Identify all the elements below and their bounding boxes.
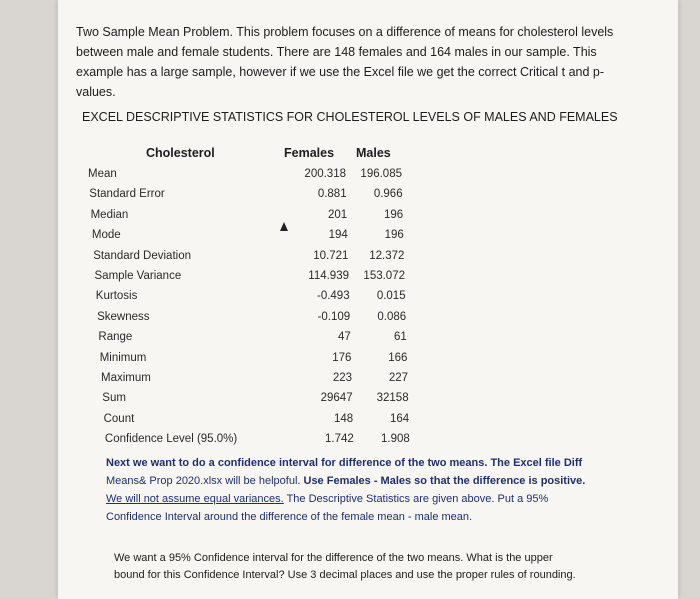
intro-line: between male and female students. There are 148 females and 164 males in our sample. This: [76, 45, 597, 59]
females-value: 148: [334, 412, 354, 425]
females-value: 114.939: [308, 270, 349, 282]
males-value: 164: [390, 412, 410, 425]
males-value: 12.372: [369, 249, 405, 262]
females-value: 201: [328, 208, 348, 221]
row-label: Count: [103, 412, 135, 425]
males-value: 0.015: [376, 290, 406, 303]
row-label: Minimum: [99, 351, 147, 364]
question-paragraph: [114, 550, 634, 584]
females-value: 1.742: [325, 433, 354, 446]
intro-line: values.: [76, 85, 116, 99]
males-value: 196: [384, 229, 404, 242]
males-value: 32158: [376, 392, 409, 405]
column-header-females: Females: [284, 146, 335, 160]
column-header-males: Males: [356, 146, 391, 160]
row-label: Standard Deviation: [93, 249, 191, 262]
females-value: 29647: [320, 392, 353, 405]
females-value: 194: [328, 229, 348, 242]
row-label: Mode: [91, 229, 121, 242]
table-title: EXCEL DESCRIPTIVE STATISTICS FOR CHOLESTEROL LEVELS OF MALES AND FEMALES: [82, 110, 618, 124]
row-label: Standard Error: [89, 188, 165, 201]
instructions-underlined: We will not assume equal variances.: [106, 493, 284, 505]
females-value: 176: [332, 351, 352, 364]
instructions-line: Next we want to do a confidence interval for difference of the two means. The Excel file Diff: [106, 457, 583, 469]
row-label: Range: [98, 331, 133, 344]
row-label: Sample Variance: [94, 270, 182, 282]
males-value: 153.072: [363, 270, 405, 282]
mouse-cursor-icon: [280, 222, 288, 231]
row-label: Kurtosis: [95, 290, 138, 303]
instructions-line: [106, 472, 646, 490]
row-label: Maximum: [101, 372, 151, 384]
intro-line: example has a large sample, however if we use the Excel file we get the correct Critical t and p-: [76, 65, 605, 79]
row-label: Median: [90, 208, 129, 221]
row-label: Skewness: [97, 310, 150, 323]
row-label: Mean: [88, 168, 117, 180]
intro-paragraph: [76, 22, 656, 102]
males-value: 166: [388, 351, 408, 364]
intro-line: Two Sample Mean Problem. This problem focuses on a difference of means for cholesterol levels: [76, 25, 614, 39]
females-value: 0.881: [317, 188, 347, 201]
instructions-line: [106, 490, 646, 508]
males-value: 227: [388, 372, 408, 384]
males-value: 0.966: [373, 188, 403, 201]
males-value: 196.085: [360, 168, 402, 180]
instructions-paragraph: [106, 454, 646, 526]
females-value: 223: [332, 372, 352, 384]
females-value: 200.318: [304, 168, 346, 180]
document-page: [58, 0, 678, 599]
females-value: -0.493: [316, 290, 350, 303]
males-value: 0.086: [377, 310, 407, 323]
question-line: bound for this Confidence Interval? Use 3 decimal places and use the proper rules of rounding.: [114, 569, 576, 581]
males-value: 196: [384, 208, 404, 221]
row-label: Confidence Level (95.0%): [104, 433, 238, 446]
table-header-label: Cholesterol: [146, 146, 215, 160]
row-label: Sum: [102, 392, 126, 405]
females-value: -0.109: [317, 310, 351, 323]
males-value: 1.908: [381, 433, 410, 446]
instructions-text: The Descriptive Statistics are given above. Put a 95%: [283, 493, 549, 505]
question-line: We want a 95% Confidence interval for the difference of the two means. What is the upper: [114, 552, 553, 564]
females-value: 10.721: [313, 249, 349, 262]
instructions-emphasis: Use Females - Males so that the difference is positive.: [303, 475, 586, 487]
males-value: 61: [394, 331, 407, 344]
instructions-text: Means& Prop 2020.xlsx will be helpoful.: [106, 475, 304, 487]
instructions-line: Confidence Interval around the difference of the female mean - male mean.: [106, 511, 473, 523]
females-value: 47: [338, 331, 351, 344]
